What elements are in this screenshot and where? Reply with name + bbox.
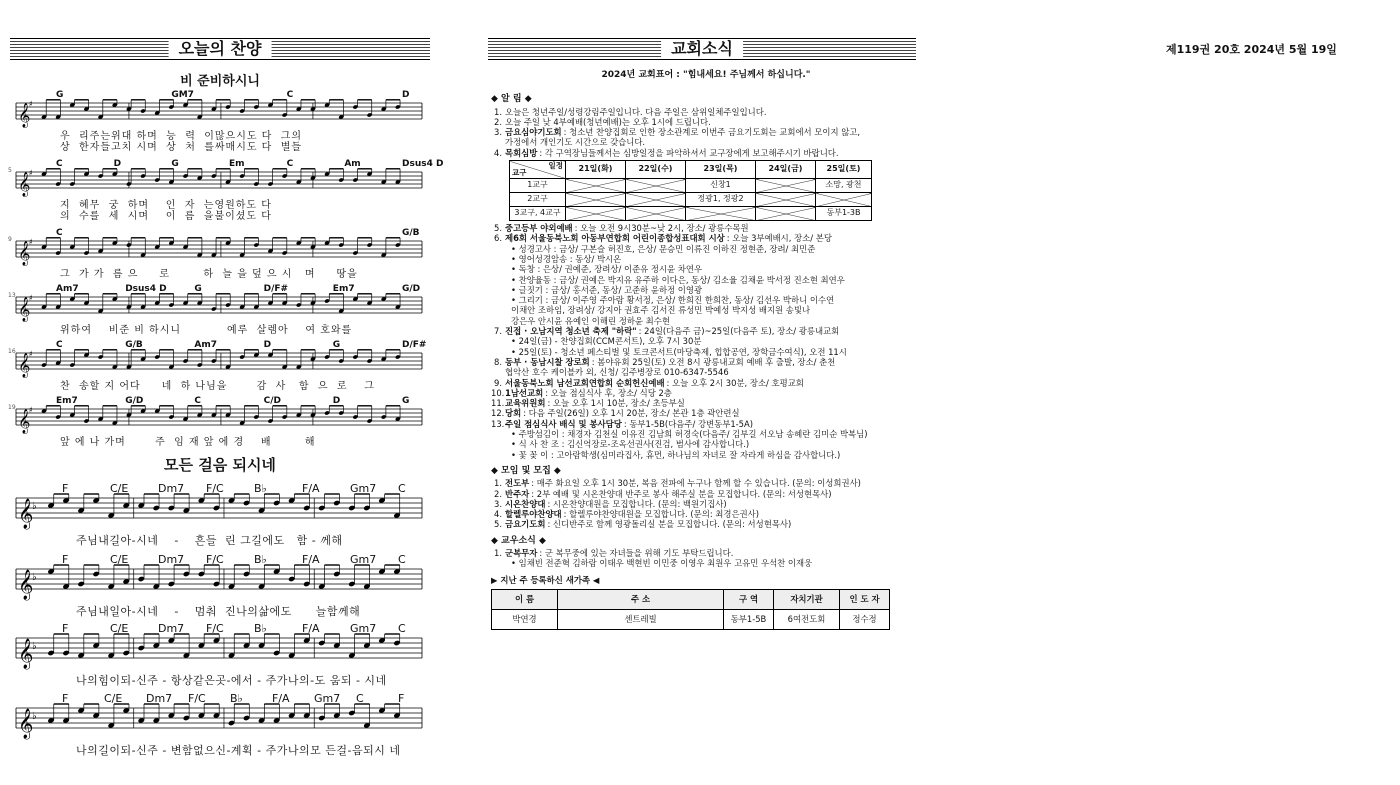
- item-title: 금요기도회: [505, 519, 546, 530]
- song1-staff: [16, 90, 422, 153]
- item-title: 동부 · 동남시찰 장로회: [505, 356, 590, 367]
- notice-item: [491, 117, 921, 127]
- newcomer-header: 주 소: [558, 589, 724, 609]
- lyric-line: 나의길이되-신주 - 변함없으신-계획 - 주가나의모 든걸-음되시 네: [76, 744, 401, 757]
- chord-symbol: F: [62, 622, 69, 635]
- item-number: 4.: [494, 509, 502, 520]
- item-body: [505, 419, 753, 429]
- item-number: [491, 367, 505, 377]
- item-body: [505, 223, 749, 233]
- news-column: [491, 70, 921, 630]
- bullet-item: • 그리기 : 금상/ 이주영 주아람 황서정, 은상/ 한희진 한희찬, 동상/ 김선우 박하니 이수연: [511, 295, 835, 306]
- schedule-day: 23일(목): [686, 161, 756, 179]
- newcomer-header: 구 역: [724, 589, 774, 609]
- notice-item: [491, 107, 921, 117]
- item-body: [505, 398, 685, 408]
- item-number: [491, 137, 505, 147]
- item-text: : 오늘 오후 2시 30분, 장소/ 호평교회: [666, 377, 804, 388]
- measure-number: 19: [8, 404, 16, 411]
- svg-text:♯: ♯: [28, 405, 33, 415]
- item-body: [505, 357, 835, 367]
- schedule-day: 25일(토): [816, 161, 872, 179]
- chord-symbol: F/C: [206, 553, 224, 566]
- chord-symbol: F/C: [188, 692, 206, 705]
- notices-list: [491, 107, 921, 158]
- item-text: : 매주 화요일 오후 1시 30분, 복음 전파에 누구나 함께 할 수 있습니다. (문의: 이성희권사): [531, 478, 861, 489]
- chord-symbol: C: [56, 340, 63, 350]
- service-list: [491, 429, 921, 460]
- notice-item: [491, 398, 921, 408]
- newcomer-header: 이 름: [492, 589, 558, 609]
- chord-symbol: C: [56, 228, 63, 238]
- schedule-district: 1교구: [510, 179, 566, 193]
- item-number: 3.: [494, 498, 502, 509]
- schedule-empty-cell: [756, 193, 816, 207]
- bullet-item: • 주방섬김이 : 채경자 김천실 이유진 김남희 허경숙(다음주/ 김부길 서오남 송혜란 김미순 박복님): [511, 429, 868, 440]
- item-title: 1남선교회: [505, 387, 544, 398]
- item-title: 당회: [505, 408, 522, 419]
- item-body: [505, 548, 733, 558]
- bullet-item: • 찬양율동 : 금상/ 권예은 박지유 유주하 이다은, 동상/ 김소율 김채윤 박서정 진소현 최연우: [511, 274, 845, 285]
- measure-number: 5: [8, 167, 12, 174]
- news-section-title: 교회소식: [661, 39, 743, 59]
- notice-item: [491, 223, 921, 233]
- chord-symbol: C/E: [104, 692, 123, 705]
- hymn-banner: [10, 38, 430, 60]
- svg-text:𝄞: 𝄞: [18, 297, 31, 322]
- notice-item: [491, 509, 921, 519]
- item-number: 1.: [494, 106, 502, 117]
- item-body: [505, 127, 860, 137]
- chord-symbol: G/D: [125, 396, 144, 406]
- song1-staff: [8, 340, 427, 400]
- chord-symbol: Em: [229, 159, 245, 169]
- item-title: 제6회 서울동북노회 아동부연합회 어린이종합성표대회 시상: [505, 233, 725, 244]
- lyric-line: 상 한자들고치 시며 상 처 를싸매시도 다 별들: [60, 142, 303, 153]
- chord-symbol: Am7: [56, 284, 79, 294]
- chord-symbol: Dsus4 D: [125, 284, 167, 294]
- chord-symbol: Am7: [194, 340, 217, 350]
- schedule-empty-cell: [686, 207, 756, 221]
- notice-item: [491, 408, 921, 418]
- svg-text:♯: ♯: [28, 99, 33, 109]
- item-title: 주일 점심식사 배식 및 봉사담당: [505, 418, 622, 429]
- schedule-district: 3교구, 4교구: [510, 207, 566, 221]
- bullet-item: • 글짓기 : 금상/ 홍서준, 동상/ 고준하 윤하정 이영광: [511, 284, 703, 295]
- chord-symbol: B♭: [230, 692, 243, 705]
- song2-staff: [16, 692, 422, 760]
- bullet-item: • 25일(토) - 청소년 페스티벌 및 토크콘서트(마당축제, 힙합공연, 장학금수여식), 오전 11시: [511, 346, 847, 357]
- item-text: : 24일(다음주 금)~25일(다음주 토), 장소/ 광릉내교회: [638, 326, 840, 337]
- item-title: 교육위원회: [505, 398, 546, 409]
- bullet-item: 이채안 조하임, 장려상/ 강지아 권효주 김서진 류성민 박예성 박지성 배지원 송빛나: [511, 305, 811, 316]
- lyric-line: 주님내일아-시네 - 멈춰 진나의삶에도 늘함께해: [76, 605, 361, 618]
- svg-text:𝄞: 𝄞: [18, 353, 31, 378]
- item-text: : 오늘 오전 9시30분~낮 2시, 장소/ 광릉수목원: [574, 223, 749, 234]
- item-number: 1.: [494, 478, 502, 489]
- schedule-empty-cell: [626, 179, 686, 193]
- notice-item: [491, 519, 921, 529]
- item-text: 협악산 호수 케이블카 외, 신청/ 김주병장로 010-6347-5546: [505, 367, 729, 378]
- chord-symbol: F/A: [302, 622, 320, 635]
- item-text: : 2부 예배 및 시온찬양대 반주로 봉사 해주실 분을 모집합니다. (문의: 서성현목사): [531, 488, 832, 499]
- svg-text:𝄞: 𝄞: [18, 709, 34, 739]
- corner-top-label: 일정: [548, 161, 563, 171]
- newcomer-cell: 동부1-5B: [724, 609, 774, 629]
- chord-symbol: D/F#: [402, 340, 427, 350]
- notice-item: [491, 478, 921, 488]
- notice-item: [491, 499, 921, 509]
- schedule-empty-cell: [626, 207, 686, 221]
- chord-symbol: Gm7: [350, 482, 377, 495]
- item-number: 3.: [494, 127, 502, 138]
- members-list: [491, 548, 921, 558]
- chord-symbol: B♭: [254, 553, 267, 566]
- notice-item: [491, 388, 921, 398]
- news-banner: [488, 38, 916, 60]
- schedule-district: 2교구: [510, 193, 566, 207]
- item-text: : 청소년 찬양집회로 인한 장소관계로 이번주 금요기도회는 교회에서 모이지 않고,: [563, 127, 861, 138]
- chord-symbol: F/C: [206, 482, 224, 495]
- item-number: 9.: [494, 377, 502, 388]
- svg-text:𝄞: 𝄞: [18, 499, 34, 529]
- item-text: : 봄야유회 25일(토) 오전 8시 광릉내교회 예배 후 출발, 장소/ 춘천: [591, 356, 836, 367]
- svg-text:♭: ♭: [32, 501, 37, 512]
- schedule-day: 21일(화): [566, 161, 626, 179]
- chord-symbol: C: [286, 90, 294, 100]
- item-text: 가정에서 개인기도 시간으로 갖습니다.: [505, 137, 646, 148]
- svg-text:♭: ♭: [32, 711, 37, 722]
- chord-symbol: Dsus4 D: [402, 159, 444, 169]
- lyric-line: 그 가 가 름 으 로 하 늘 을 덮 으 시 며 땅을: [60, 269, 358, 280]
- chord-symbol: Dm7: [146, 692, 173, 705]
- chord-symbol: Gm7: [350, 622, 377, 635]
- chord-symbol: F: [398, 692, 405, 705]
- meetings-list: [491, 478, 921, 529]
- item-body: [505, 519, 791, 529]
- bullet-item: • 24일(금) - 찬양집회(CCM콘서트), 오후 7시 30분: [511, 336, 702, 347]
- song1-title: 비 준비하시니: [180, 74, 260, 89]
- item-title: 금요심야기도회: [505, 127, 562, 138]
- schedule-empty-cell: [756, 207, 816, 221]
- measure-number: 13: [8, 292, 16, 299]
- measure-number: 16: [8, 348, 16, 355]
- newcomer-cell: 박연경: [492, 609, 558, 629]
- lyric-line: 주님내길아-시네 - 흔들 린 그길에도 함 - 께해: [76, 534, 343, 547]
- chord-symbol: Gm7: [314, 692, 341, 705]
- hymn-section-title: 오늘의 찬양: [169, 39, 272, 59]
- song1-staff: [8, 284, 422, 344]
- item-number: 6.: [494, 233, 502, 244]
- svg-text:♯: ♯: [28, 293, 33, 303]
- notice-item: [491, 548, 921, 558]
- item-title: 목회심방: [505, 147, 538, 158]
- chord-symbol: D: [113, 159, 122, 169]
- schedule-empty-cell: [816, 193, 872, 207]
- chord-symbol: Am: [344, 159, 361, 169]
- bullet-item: • 영어성경암송 : 동상/ 박시온: [511, 253, 622, 264]
- item-text: : 오늘 점심식사 후, 장소/ 식당 2층: [545, 387, 672, 398]
- item-number: 11.: [491, 398, 505, 409]
- chord-symbol: G: [402, 396, 410, 406]
- members-heading: ◆ 교우소식 ◆: [491, 535, 546, 546]
- item-body: [505, 408, 740, 418]
- item-number: 1.: [494, 547, 502, 558]
- chord-symbol: C: [286, 159, 294, 169]
- chord-symbol: D: [332, 396, 341, 406]
- item-title: 반주자: [505, 488, 530, 499]
- item-body: [505, 148, 839, 158]
- lyric-line: 나의힘이되-신주 - 항상같은곳-에서 - 주가나의-도 움되 - 시네: [76, 674, 387, 687]
- item-number: 7.: [494, 326, 502, 337]
- chord-symbol: G/D: [402, 284, 421, 294]
- song1-staff: [8, 396, 422, 456]
- schedule-empty-cell: [566, 193, 626, 207]
- item-number: 4.: [494, 147, 502, 158]
- newcomer-cell: 6여전도회: [774, 609, 840, 629]
- chord-symbol: G: [171, 159, 179, 169]
- notices-list-4: [491, 357, 921, 429]
- item-number: 5.: [494, 519, 502, 530]
- item-number: 13.: [491, 418, 505, 429]
- notice-item: [491, 419, 921, 429]
- svg-text:♯: ♯: [28, 349, 33, 359]
- item-body: [505, 388, 672, 398]
- bullet-item: • 꽃 꽂 이 : 고아람학생(심미라집사, 휴먼, 하나님의 자녀로 잘 자라게 하심을 감사합니다.): [511, 449, 841, 460]
- lyric-line: 찬 송할 지 어다 네 하 나님을 감 사 함 으 로 그: [60, 381, 375, 392]
- chord-symbol: GM7: [171, 90, 194, 100]
- item-text: 오늘 주일 낮 4부예배(청년예배)는 오후 1시에 드립니다.: [505, 116, 711, 127]
- awards-list: [491, 244, 921, 326]
- item-text: : 동부1-5B(다음주/ 강변동부1-5A): [623, 418, 753, 429]
- chord-symbol: C/E: [110, 482, 129, 495]
- svg-text:𝄞: 𝄞: [18, 639, 34, 669]
- chord-symbol: Dm7: [158, 553, 185, 566]
- svg-text:♭: ♭: [32, 572, 37, 583]
- staff-lines: [16, 90, 422, 130]
- chord-symbol: C/E: [110, 622, 129, 635]
- svg-text:♯: ♯: [28, 168, 33, 178]
- chord-symbol: F: [62, 692, 69, 705]
- staff-lines: [16, 340, 422, 380]
- corner-bottom-label: 교구: [512, 167, 527, 177]
- svg-text:𝄞: 𝄞: [18, 570, 34, 600]
- svg-text:𝄞: 𝄞: [18, 172, 31, 197]
- svg-text:𝄞: 𝄞: [18, 103, 31, 128]
- item-body: [505, 233, 832, 243]
- notice-item: [491, 367, 921, 377]
- chord-symbol: C/E: [110, 553, 129, 566]
- schedule-cell: 신창1: [686, 179, 756, 193]
- notice-item: [491, 127, 921, 137]
- lyric-line: 지 혜무 궁 하며 인 자 는영원하도 다: [60, 200, 272, 211]
- item-text: : 오늘 오후 1시 10분, 장소/ 초등부실: [547, 398, 685, 409]
- item-text: 오늘은 청년주일/성령강림주일입니다. 다음 주일은 삼위일체주일입니다.: [505, 106, 767, 117]
- staff-lines: [16, 159, 422, 199]
- item-number: 12.: [491, 408, 505, 419]
- bullet-item: • 독창 : 은상/ 권예준, 장려상/ 이준유 정시윤 차연우: [511, 264, 703, 275]
- chord-symbol: B♭: [254, 622, 267, 635]
- notice-item: [491, 233, 921, 243]
- newcomer-header: 자치기관: [774, 589, 840, 609]
- meetings-heading: ◆ 모임 및 모집 ◆: [491, 465, 561, 476]
- song2-staff: [16, 553, 422, 621]
- chord-symbol: C: [356, 692, 364, 705]
- item-body: [505, 367, 729, 377]
- chord-symbol: B♭: [254, 482, 267, 495]
- svg-text:♭: ♭: [32, 641, 37, 652]
- schedule-empty-cell: [756, 179, 816, 193]
- newcomer-cell: 정수정: [840, 609, 890, 629]
- notices-list-2: [491, 223, 921, 244]
- notices-list-3: [491, 326, 921, 336]
- chord-symbol: F/C: [206, 622, 224, 635]
- song2-title: 모든 걸음 되시네: [164, 456, 276, 474]
- soldier-names: • 임채빈 전준혁 김하람 이태우 백현빈 이민중 이영우 최원우 고유민 우석찬 이재웅: [511, 558, 813, 569]
- chord-symbol: F/A: [302, 553, 320, 566]
- item-number: 8.: [494, 356, 502, 367]
- notice-item: [491, 148, 921, 158]
- item-body: [505, 117, 711, 127]
- schedule-day: 24일(금): [756, 161, 816, 179]
- song1-staff: [8, 228, 422, 288]
- chord-symbol: G/B: [402, 228, 420, 238]
- schedule-empty-cell: [626, 193, 686, 207]
- item-number: 5.: [494, 223, 502, 234]
- notice-item: [491, 326, 921, 336]
- schedule-cell: 소망, 광천: [816, 179, 872, 193]
- item-text: : 신디반주로 함께 영광돌리실 분을 모집합니다. (문의: 서성현목사): [547, 519, 792, 530]
- item-title: 서울동북노회 남선교회연합회 순회헌신예배: [505, 377, 665, 388]
- chord-symbol: G: [332, 340, 341, 350]
- item-title: 진접 · 오남지역 청소년 축제 "하락": [505, 326, 637, 337]
- visitation-schedule-table: [509, 160, 872, 221]
- item-title: 시온찬양대: [505, 498, 546, 509]
- notices-heading: ◆ 알 림 ◆: [491, 94, 532, 105]
- chord-symbol: C: [398, 553, 406, 566]
- chord-symbol: F/A: [302, 482, 320, 495]
- item-body: [505, 107, 767, 117]
- chord-symbol: D: [402, 90, 410, 100]
- item-number: 10.: [491, 387, 505, 398]
- item-text: : 시온찬양대원을 모집합니다. (문의: 백원기집사): [547, 498, 727, 509]
- chord-symbol: C: [398, 622, 406, 635]
- chord-symbol: D/F#: [263, 284, 289, 294]
- chord-symbol: F: [62, 482, 69, 495]
- staff-lines: [16, 228, 422, 268]
- chord-symbol: Em7: [56, 396, 78, 406]
- item-text: : 각 구역장님들께서는 심방일정을 파악하셔서 교구장에게 보고해주시기 바랍니다.: [539, 147, 839, 158]
- item-text: : 할렐루야찬양대원을 모집합니다. (문의: 최경은권사): [563, 509, 760, 520]
- festival-list: [491, 336, 921, 357]
- item-body: [505, 137, 645, 147]
- chord-symbol: G/B: [125, 340, 143, 350]
- chord-symbol: F/A: [272, 692, 290, 705]
- chord-symbol: C: [194, 396, 201, 406]
- svg-text:𝄞: 𝄞: [18, 409, 31, 434]
- newcomer-header: 인 도 자: [840, 589, 890, 609]
- item-text: : 오늘 3부예배시, 장소/ 본당: [726, 233, 832, 244]
- item-body: [505, 499, 727, 509]
- item-title: 전도부: [505, 478, 530, 489]
- item-text: : 군 복무중에 있는 자녀들을 위해 기도 부탁드립니다.: [539, 547, 734, 558]
- notice-item: [491, 137, 921, 147]
- schedule-cell: 정광1, 정광2: [686, 193, 756, 207]
- item-text: : 다음 주일(26일) 오후 1시 20분, 장소/ 본관 1층 곽안련실: [523, 408, 740, 419]
- lyric-line: 의 수를 세 시며 이 름 을불이셨도 다: [60, 211, 272, 222]
- item-body: [505, 509, 759, 519]
- chord-symbol: C/D: [263, 396, 281, 406]
- item-body: [505, 478, 861, 488]
- chord-symbol: Gm7: [350, 553, 377, 566]
- bullet-item: • 성경고사 : 금상/ 구본슬 허진호, 은상/ 문승민 이류진 이하진 정현준, 장려/ 최민준: [511, 243, 816, 254]
- schedule-day: 22일(수): [626, 161, 686, 179]
- notice-item: [491, 357, 921, 367]
- schedule-cell: 동부1-3B: [816, 207, 872, 221]
- chord-symbol: G: [194, 284, 202, 294]
- lyric-line: 위하여 비준 비 하시니 예루 살렘아 여 호와를: [60, 325, 353, 336]
- chord-symbol: D: [263, 340, 272, 350]
- svg-text:♯: ♯: [28, 237, 33, 247]
- chord-symbol: Dm7: [158, 622, 185, 635]
- notice-item: [491, 378, 921, 388]
- item-body: [505, 378, 804, 388]
- song2-staff: [16, 482, 422, 550]
- song2-staff: [16, 622, 422, 690]
- newcomers-heading: ▶ 지난 주 등록하신 새가족 ◀: [491, 574, 600, 585]
- measure-number: 9: [8, 236, 12, 243]
- item-body: [505, 489, 832, 499]
- bullet-item: • 식 사 찬 조 : 김신억장로-조옥선권사(진검, 범사에 감사합니다.): [511, 439, 750, 450]
- notice-item: [491, 489, 921, 499]
- schedule-empty-cell: [566, 207, 626, 221]
- svg-text:𝄞: 𝄞: [18, 241, 31, 266]
- chord-symbol: F: [62, 553, 69, 566]
- chord-symbol: C: [398, 482, 406, 495]
- issue-date: 제119권 20호 2024년 5월 19일: [1166, 43, 1337, 56]
- schedule-corner-cell: [510, 161, 566, 179]
- item-body: [505, 326, 839, 336]
- bullet-item: 강은우 안시윤 유예인 이해린 정하윤 최수현: [511, 315, 670, 326]
- item-title: 할렐루야찬양대: [505, 509, 562, 520]
- newcomer-cell: 센트레빌: [558, 609, 724, 629]
- chord-symbol: Dm7: [158, 482, 185, 495]
- chord-symbol: G: [56, 90, 64, 100]
- item-number: 2.: [494, 116, 502, 127]
- newcomers-table: [491, 589, 890, 630]
- item-title: 군복무자: [505, 547, 538, 558]
- chord-symbol: Em7: [332, 284, 355, 294]
- lyric-line: 우 리주는위대 하며 능 력 이많으시도 다 그의: [60, 131, 303, 142]
- chord-symbol: C: [56, 159, 63, 169]
- church-motto: 2024년 교회표어 : "힘내세요! 주님께서 하십니다.": [601, 70, 811, 80]
- lyric-line: 앞 에 나 가며 주 임 재 앞 에 경 배 해: [60, 437, 316, 448]
- item-number: 2.: [494, 488, 502, 499]
- item-title: 중고등부 야외예배: [505, 223, 573, 234]
- schedule-empty-cell: [566, 179, 626, 193]
- song1-staff: [8, 159, 444, 222]
